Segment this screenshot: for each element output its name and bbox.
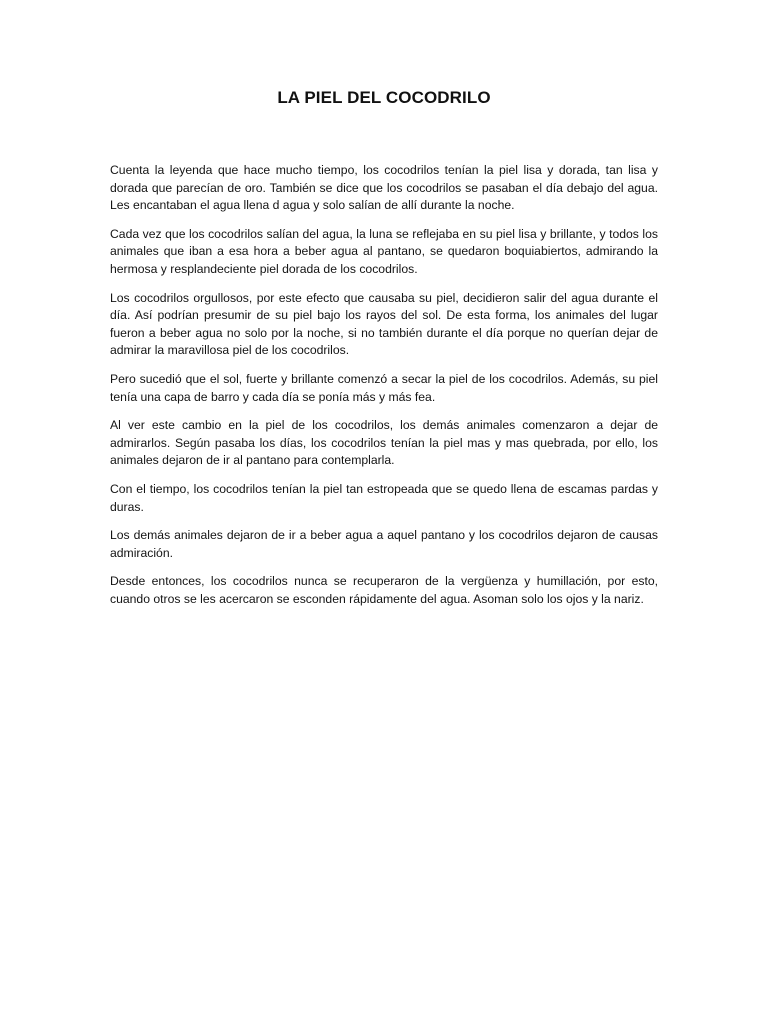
paragraph-2: Cada vez que los cocodrilos salían del agua, la luna se reflejaba en su piel lisa y brillante, y todos los animales que iban a esa hora a beber agua al pantano, se quedaron boquiabiertos, admirando la hermosa y resplandeciente piel dorada de los cocodrilos. — [110, 226, 658, 276]
paragraph-8: Desde entonces, los cocodrilos nunca se recuperaron de la vergüenza y humillación, por esto, cuando otros se les acercaron se esconden rápidamente del agua. Asoman solo los ojos y la nariz. — [110, 574, 658, 606]
paragraph-6: Con el tiempo, los cocodrilos tenían la piel tan estropeada que se quedo llena de escamas pardas y duras. — [110, 481, 658, 514]
paragraph-1: Cuenta la leyenda que hace mucho tiempo, los cocodrilos tenían la piel lisa y dorada, tan lisa y dorada que parecían de oro. También se dice que los cocodrilos se pasaban el día debajo del agua. Les encantaban el agua llena d agua y solo salían de allí durante la noche. — [110, 163, 658, 213]
document-body — [110, 162, 658, 619]
paragraph-7: Los demás animales dejaron de ir a beber agua a aquel pantano y los cocodrilos dejaron de causas admiración. — [110, 528, 658, 560]
paragraph-5: Al ver este cambio en la piel de los cocodrilos, los demás animales comenzaron a dejar de admirarlos. Según pasaba los días, los cocodrilos tenían la piel mas y mas quebrada, por ello, los animales dejaron de ir al pantano para contemplarla. — [110, 418, 658, 468]
document-title: LA PIEL DEL COCODRILO — [277, 88, 491, 107]
paragraph-3: Los cocodrilos orgullosos, por este efecto que causaba su piel, decidieron salir del agua durante el día. Así podrían presumir de su piel bajo los rayos del sol. De esta forma, los animales del lugar fueron a beber agua no solo por la noche, si no también durante el día porque no querían dejar de admirar la maravillosa piel de los cocodrilos. — [110, 290, 658, 358]
paragraph-4: Pero sucedió que el sol, fuerte y brillante comenzó a secar la piel de los cocodrilos. Además, su piel tenía una capa de barro y cada día se ponía más y más fea. — [110, 371, 658, 404]
